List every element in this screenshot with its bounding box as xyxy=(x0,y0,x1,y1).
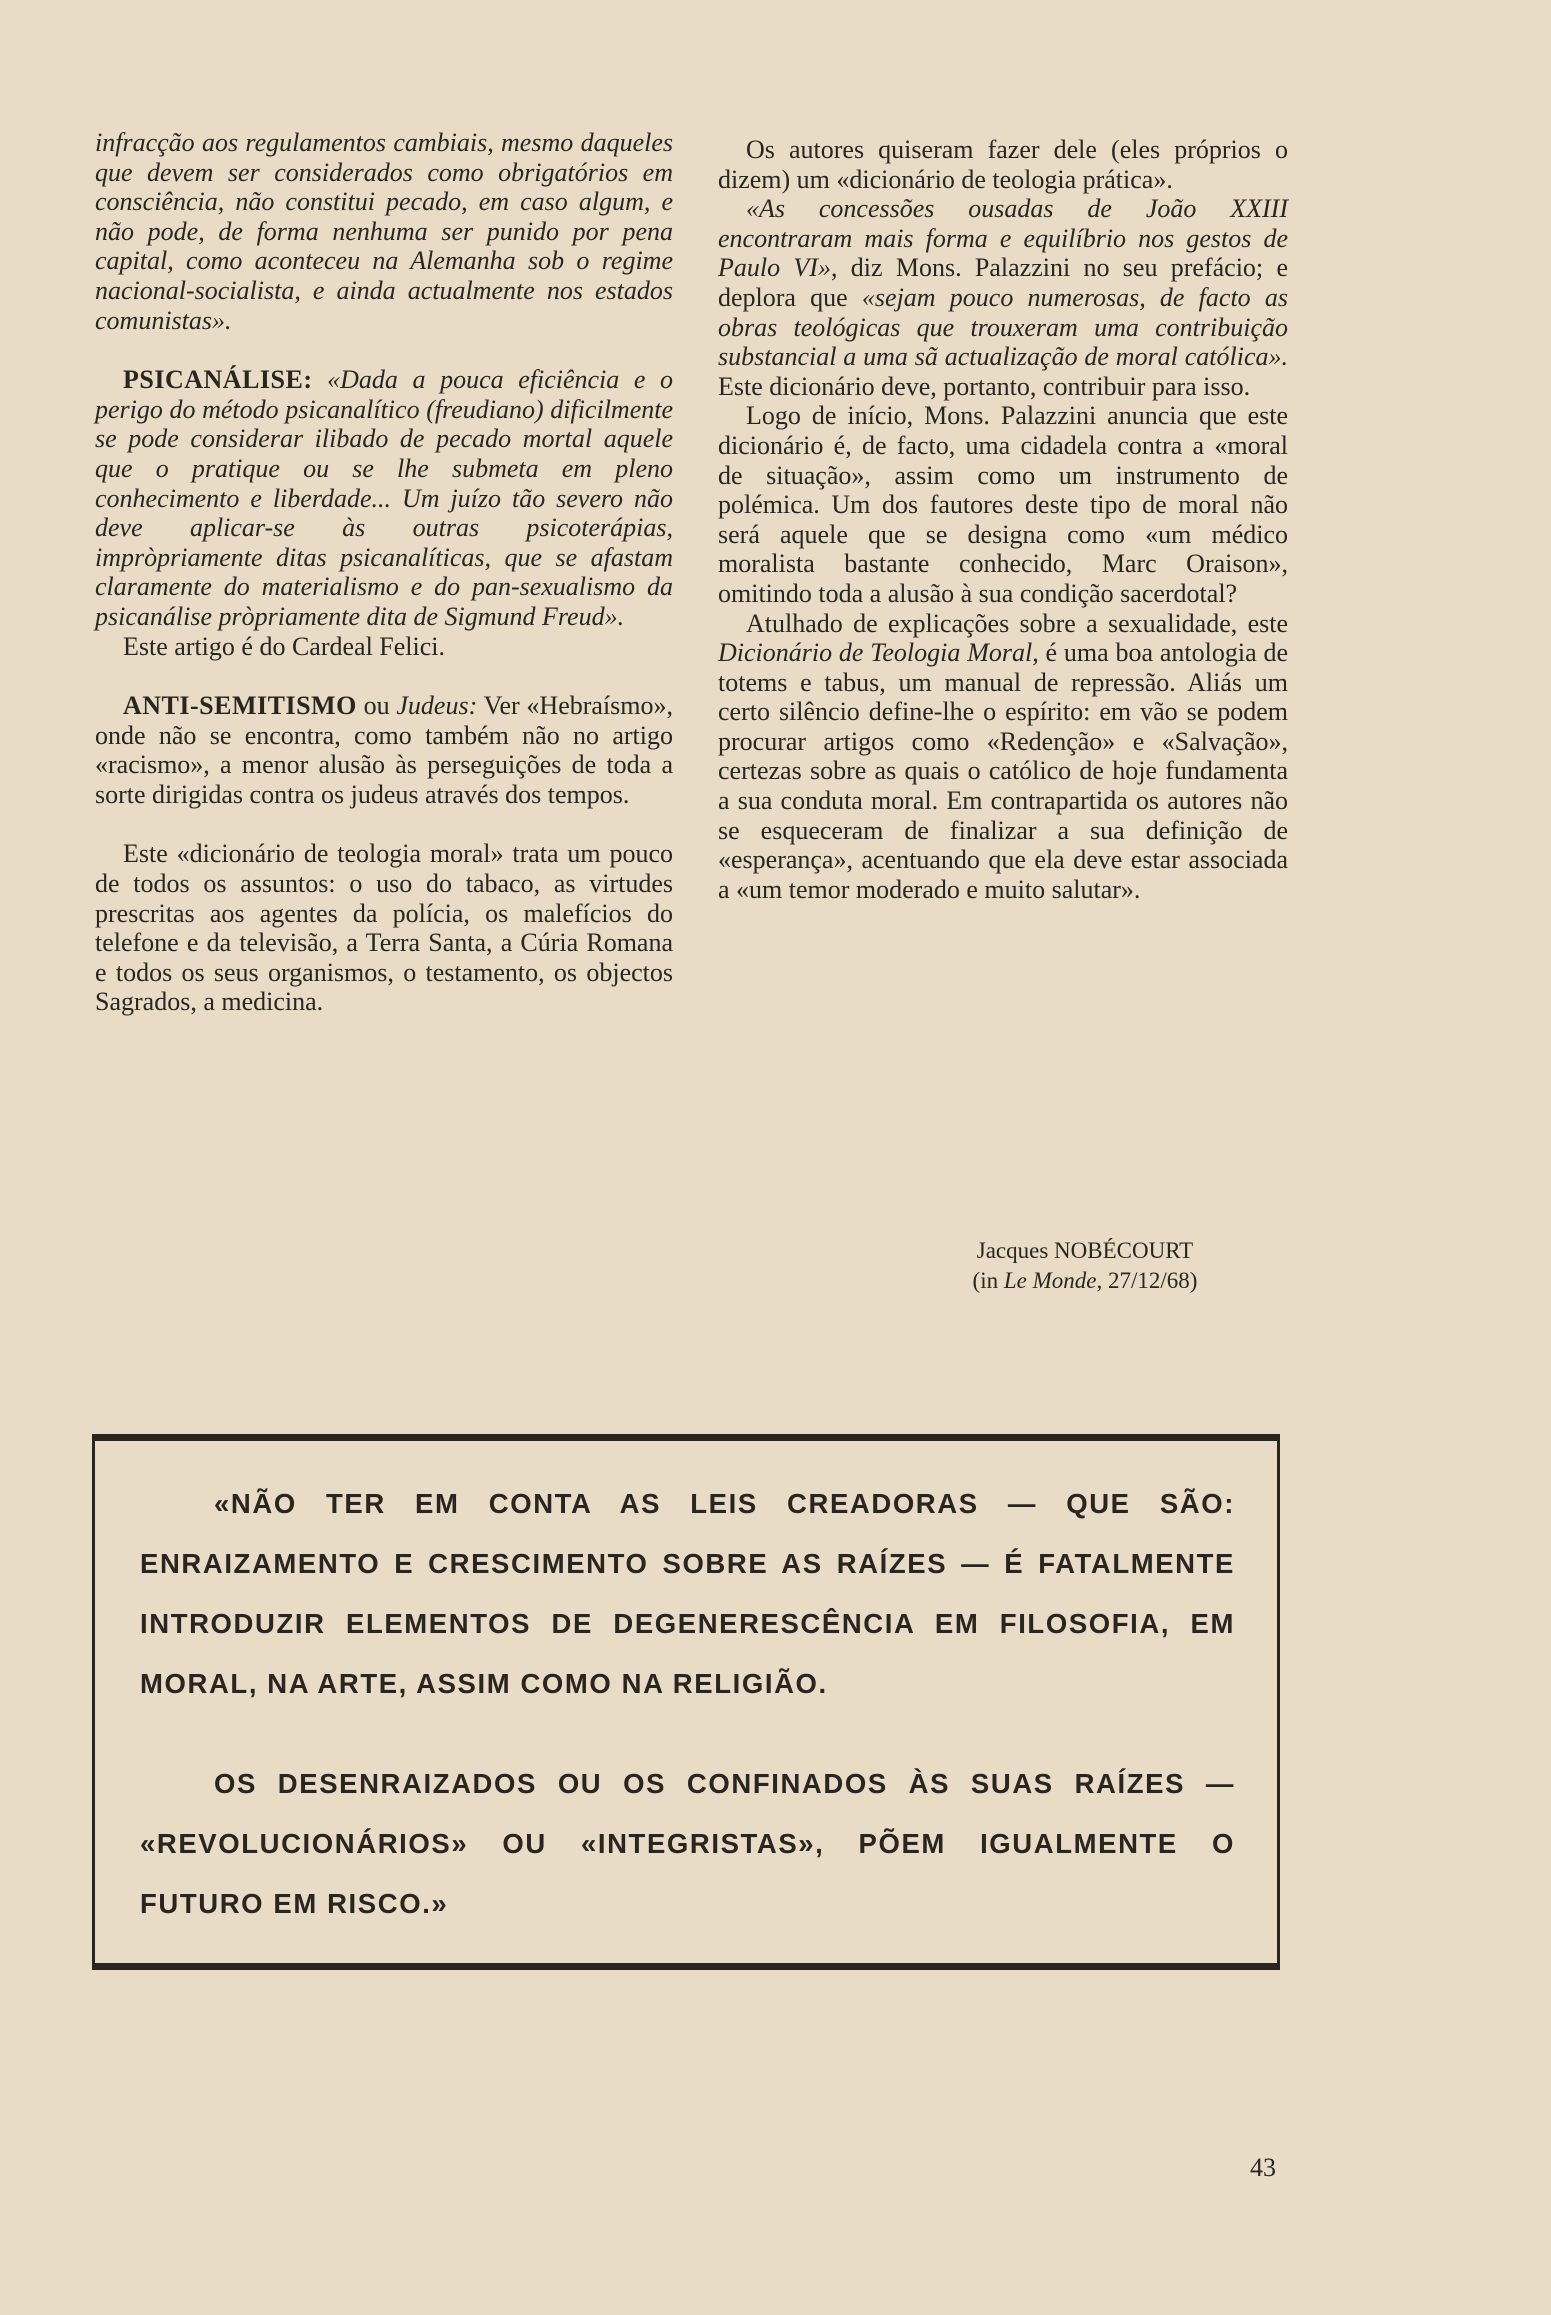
entry-subheading-judeus: Judeus: xyxy=(396,691,478,721)
box-quote-paragraph-1 xyxy=(140,1474,1235,1714)
left-column xyxy=(95,128,673,1017)
entry-heading-psicanalise: PSICANÁLISE: xyxy=(123,365,313,395)
text-palazzini: , diz Mons. Palazzini no seu prefácio; e deplora que xyxy=(718,253,1289,312)
paragraph-sexualidade xyxy=(718,609,1288,905)
paragraph-prefacio xyxy=(718,194,1288,401)
paragraph-dicionario-assuntos: Este «dicionário de teologia moral» trata um pouco de todos os assuntos: o uso do tabaco, as virtudes prescritas aos agentes da polícia, os malefícios do telefone e da televisão, a Terra Santa, a Cúria Romana e todos os seus organismos, o testamento, os objectos Sagrados, a medicina. xyxy=(95,839,673,1017)
quote-box-top-rule xyxy=(92,1434,1280,1441)
text-antologia: é uma boa antologia de totems e tabus, um manual de repressão. Aliás um certo silêncio define-lhe o espírito: em vão se podem procurar artigos como «Redenção» e «Salvação», certezas sobre as quais o católico de hoje fundamenta a sua conduta moral. Em contrapartida os autores não se esqueceram de finalizar a sua definição de «esperança», acentuando que ela deve estar associada a «um temor moderado e muito salutar». xyxy=(718,638,1288,904)
text-contribuir: Este dicionário deve, portanto, contribuir para isso. xyxy=(718,371,1251,401)
text-atulhado: Atulhado de explicações sobre a sexualidade, este xyxy=(746,608,1288,638)
paragraph-cambiais: infracção aos regulamentos cambiais, mesmo daqueles que devem ser considerados como obrigatórios em consciência, não constitui pecado, em caso algum, e não pode, de forma nenhuma ser punido por pena capital, como aconteceu na Alemanha sob o regime nacional-socialista, e ainda actualmente nos estados comunistas». xyxy=(95,128,673,335)
entry-psicanalise xyxy=(95,365,673,631)
quote-box-bottom-rule xyxy=(92,1963,1280,1970)
entry-conjunction: ou xyxy=(363,691,390,721)
entry-text-anti-semitismo: Ver «Hebraísmo», onde não se encontra, como também não no artigo «racismo», a menor alusão às perseguições de toda a sorte dirigidas contra os judeus através dos tempos. xyxy=(95,691,674,809)
source-date: 27/12/68) xyxy=(1102,1268,1198,1293)
box-quote-text-2: OS DESENRAIZADOS OU OS CONFINADOS ÀS SUAS RAÍZES — «REVOLUCIONÁRIOS» OU «INTEGRISTAS», PÕEM IGUALMENTE O FUTURO EM RISCO.» xyxy=(140,1768,1235,1919)
entry-text-psicanalise: «Dada a pouca eficiência e o perigo do método psicanalítico (freudiano) dificilmente se pode considerar ilibado de pecado mortal aquele que o pratique ou se lhe submeta em pleno conhecimento e liberdade... Um juízo tão severo não deve aplicar-se às outras psicoterápias, impròpriamente ditas psicanalíticas, que se afastam claramente do materialismo e do pan-sexualismo da psicanálise pròpriamente dita de Sigmund Freud». xyxy=(95,365,674,631)
box-quote-text-1: «NÃO TER EM CONTA AS LEIS CREADORAS — QUE SÃO: ENRAIZAMENTO E CRESCIMENTO SOBRE AS RAÍZES — É FATALMENTE INTRODUZIR ELEMENTOS DE DEGENERESCÊNCIA EM FILOSOFIA, EM MORAL, NA ARTE, ASSIM COMO NA RELIGIÃO. xyxy=(140,1488,1235,1699)
paragraph-felici: Este artigo é do Cardeal Felici. xyxy=(123,631,446,661)
source-open: (in xyxy=(972,1268,1004,1293)
box-quote-paragraph-2 xyxy=(140,1754,1235,1934)
quote-obras-teologicas: «sejam pouco numerosas, de facto as obras teológicas que trouxeram uma contribuição substancial a uma sã actualização de moral católica». xyxy=(718,282,1288,372)
quote-joao-xxiii: «As concessões ousadas de João XXIII encontraram mais forma e equilíbrio nos gestos de Paulo VI» xyxy=(718,194,1288,283)
paragraph-teologia-pratica: Os autores quiseram fazer dele (eles próprios o dizem) um «dicionário de teologia prática». xyxy=(718,135,1288,194)
book-title: Dicionário de Teologia Moral, xyxy=(718,638,1039,668)
paragraph-cidadela: Logo de início, Mons. Palazzini anuncia que este dicionário é, de facto, uma cidadela contra a «moral de situação», assim como um instrumento de polémica. Um dos fautores deste tipo de moral não será aquele que se designa como «um médico moralista bastante conhecido, Marc Oraison», omitindo toda a alusão à sua condição sacerdotal? xyxy=(718,401,1288,608)
right-column xyxy=(718,135,1288,904)
entry-heading-anti-semitismo: ANTI-SEMITISMO xyxy=(123,691,357,721)
source-newspaper: Le Monde, xyxy=(1003,1268,1103,1293)
entry-anti-semitismo xyxy=(95,691,673,809)
signature-block xyxy=(880,1236,1290,1296)
signature-author: Jacques NOBÉCOURT xyxy=(976,1238,1194,1263)
page-number: 43 xyxy=(1250,2153,1276,2182)
signature-source xyxy=(880,1266,1290,1296)
